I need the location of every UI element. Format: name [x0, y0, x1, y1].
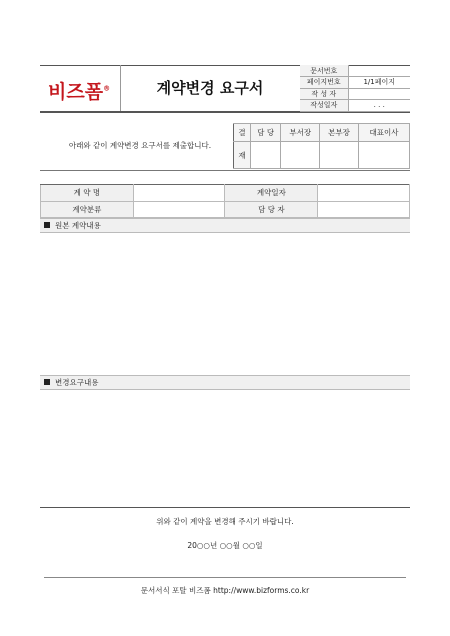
- approval-signature-box[interactable]: [358, 142, 409, 169]
- contract-info-table: [40, 184, 410, 218]
- submit-statement: 아래와 같이 계약변경 요구서를 제출합니다.: [68, 141, 212, 150]
- section-header-change: [40, 375, 410, 390]
- registered-mark: ®: [103, 84, 111, 93]
- section-title: 변경요구내용: [55, 378, 99, 387]
- date-line[interactable]: 20○○년 ○○월 ○○일: [187, 541, 263, 550]
- info-label: 페이지번호: [300, 77, 348, 89]
- info-value[interactable]: 1/1페이지: [348, 77, 410, 89]
- bullet-square-icon: [44, 379, 50, 385]
- info-value[interactable]: [348, 88, 410, 100]
- info-label: 작 성 자: [300, 88, 348, 100]
- info-row: [300, 100, 410, 112]
- contract-name-field[interactable]: [133, 185, 225, 202]
- info-value[interactable]: . . .: [348, 100, 410, 112]
- approval-column-header: 담 당: [251, 124, 281, 142]
- approval-signature-box[interactable]: [251, 142, 281, 169]
- approval-gyeol-label: 결: [234, 124, 251, 142]
- closing-request: 위와 같이 계약을 변경해 주시기 바랍니다.: [156, 517, 294, 526]
- approval-table: [233, 123, 410, 169]
- info-label: 작성일자: [300, 100, 348, 112]
- contract-name-label: 계 약 명: [41, 185, 134, 202]
- closing-rule: [40, 507, 410, 508]
- footer-rule: [44, 577, 406, 578]
- bullet-square-icon: [44, 222, 50, 228]
- manager-label: 담 당 자: [225, 201, 318, 218]
- document-title: 계약변경 요구서: [156, 79, 264, 97]
- contract-row: [41, 201, 410, 218]
- info-row: [300, 88, 410, 100]
- contract-category-field[interactable]: [133, 201, 225, 218]
- contract-category-label: 계약분류: [41, 201, 134, 218]
- section-header-original: [40, 218, 410, 233]
- original-content-area[interactable]: [40, 234, 410, 374]
- contract-row: [41, 185, 410, 202]
- logo-text: 비즈폼: [48, 81, 104, 103]
- approval-column-header: 본부장: [320, 124, 359, 142]
- info-value[interactable]: [348, 65, 410, 77]
- footer-text: 문서서식 포탈 비즈폼 http://www.bizforms.co.kr: [140, 586, 310, 595]
- info-label: 문서번호: [300, 65, 348, 77]
- info-row: [300, 65, 410, 77]
- approval-signature-box[interactable]: [281, 142, 320, 169]
- section-title: 원본 계약내용: [55, 221, 101, 230]
- contract-date-field[interactable]: [318, 185, 410, 202]
- approval-signature-box[interactable]: [320, 142, 359, 169]
- approval-jae-label: 재: [234, 142, 251, 169]
- bizforms-logo[interactable]: [48, 77, 110, 104]
- change-content-area[interactable]: [40, 391, 410, 505]
- manager-field[interactable]: [318, 201, 410, 218]
- approval-column-header: 대표이사: [358, 124, 409, 142]
- info-row: [300, 77, 410, 89]
- approval-column-header: 부서장: [281, 124, 320, 142]
- approval-bottom-rule: [40, 170, 410, 171]
- contract-date-label: 계약일자: [225, 185, 318, 202]
- document-info-table: [300, 65, 410, 112]
